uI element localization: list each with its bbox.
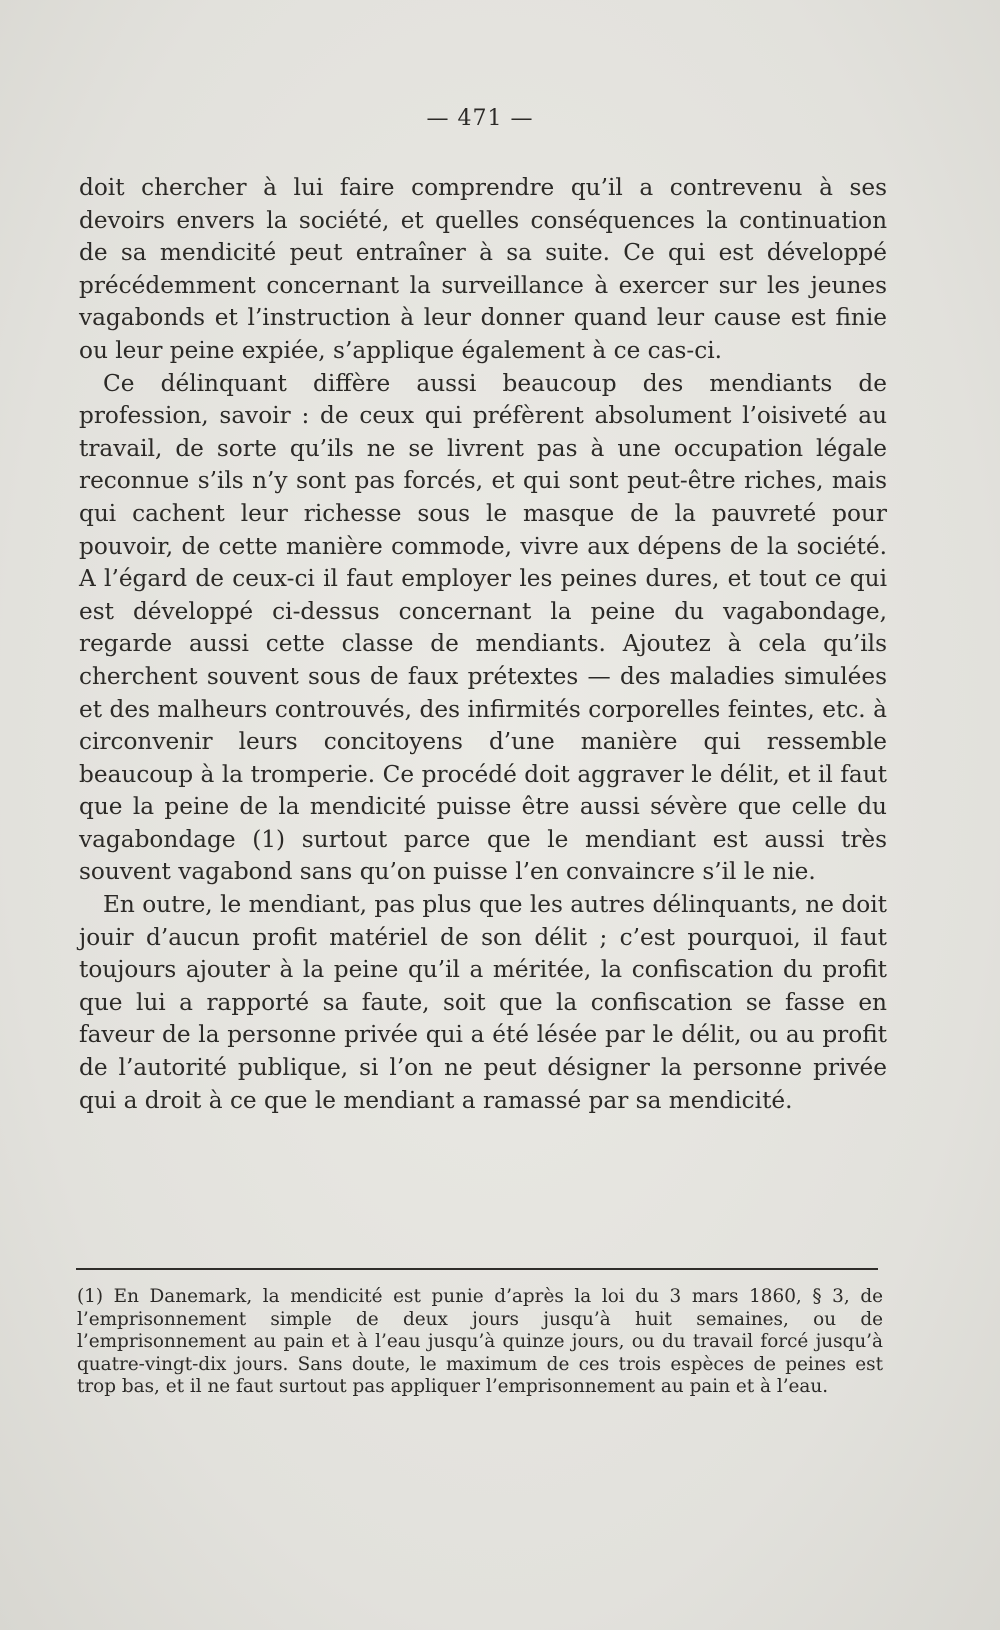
footnote-separator	[76, 1268, 878, 1270]
paragraph-1: doit chercher à lui faire comprendre qu’il a contrevenu à ses devoirs envers la société, et quelles conséquences la continuation de sa mendicité peut entraîner à sa suite. Ce qui est développé précédemment concernant la surveillance à exercer sur les jeunes vagabonds et l’instruction à leur donner quand leur cause est finie ou leur peine expiée, s’applique également à ce cas-ci.	[79, 174, 887, 364]
paragraph-3: En outre, le mendiant, pas plus que les autres délinquants, ne doit jouir d’aucun profit matériel de son délit ; c’est pourquoi, il faut toujours ajouter à la peine qu’il a méritée, la confiscation du profit que lui a rapporté sa faute, soit que la confiscation se fasse en faveur de la personne privée qui a été lésée par le délit, ou au profit de l’autorité publique, si l’on ne peut désigner la personne privée qui a droit à ce que le mendiant a ramassé par sa mendicité.	[79, 891, 887, 1114]
paragraph-2: Ce délinquant diffère aussi beaucoup des mendiants de profession, savoir : de ceux qui préfèrent absolument l’oisiveté au travail, de sorte qu’ils ne se livrent pas à une occupation légale reconnue s’ils n’y sont pas forcés, et qui sont peut-être riches, mais qui cachent leur richesse sous le masque de la pauvreté pour pouvoir, de cette manière commode, vivre aux dépens de la société. A l’égard de ceux-ci il faut employer les peines dures, et tout ce qui est développé ci-dessus concernant la peine du vagabondage, regarde aussi cette classe de mendiants. Ajoutez à cela qu’ils cherchent souvent sous de faux prétextes — des maladies simulées et des malheurs controuvés, des infirmités corporelles feintes, etc. à circonvenir leurs concitoyens d’une manière qui ressemble beaucoup à la tromperie. Ce procédé doit aggraver le délit, et il faut que la peine de la mendicité puisse être aussi sévère que celle du vagabondage (1) surtout parce que le mendiant est aussi très souvent vagabond sans qu’on puisse l’en convaincre s’il le nie.	[79, 369, 887, 886]
footnote-text: (1) En Danemark, la mendicité est punie d’après la loi du 3 mars 1860, § 3, de l’emprisonnement simple de deux jours jusqu’à huit semaines, ou de l’emprisonnement au pain et à l’eau jusqu’à quinze jours, ou du travail forcé jusqu’à quatre-vingt-dix jours. Sans doute, le maximum de ces trois espèces de peines est trop bas, et il ne faut surtout pas appliquer l’emprisonnement au pain et à l’eau.	[77, 1286, 883, 1398]
footnote	[77, 1286, 883, 1399]
body-text	[79, 172, 887, 1117]
page-number: — 471 —	[426, 106, 534, 131]
